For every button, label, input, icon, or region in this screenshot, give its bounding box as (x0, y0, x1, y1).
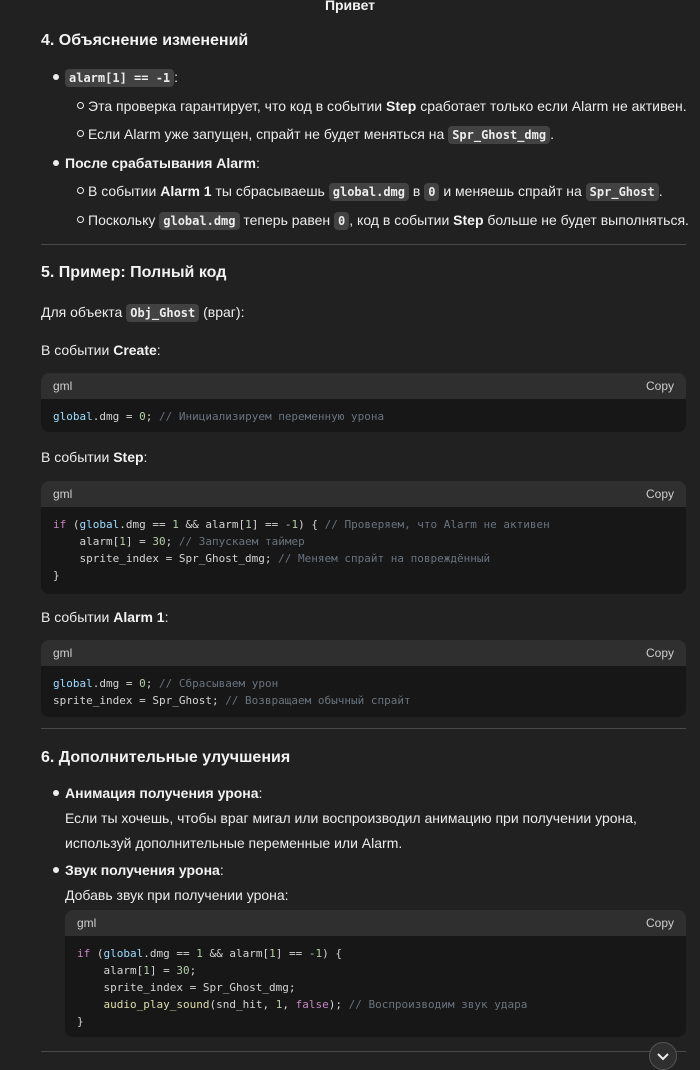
copy-button[interactable]: Copy (645, 487, 674, 501)
copy-button[interactable]: Copy (645, 646, 674, 660)
code-block (41, 640, 686, 717)
sub-bullet (77, 130, 84, 137)
divider (41, 1051, 686, 1052)
code-block-header (41, 640, 686, 666)
code-block-header (41, 481, 686, 507)
code-content: if (global.dmg == 1 && alarm[1] == -1) { alarm[1] = 30; sprite_index = Spr_Ghost_dmg; audio_play_sound(snd_hit, 1, false); // Воспроизводим звук удара } (77, 947, 528, 1028)
code-content: global.dmg = 0; // Сбрасываем урон sprite_index = Spr_Ghost; // Возвращаем обычный спрайт (53, 677, 411, 707)
list-item: Если Alarm уже запущен, спрайт не будет меняться на Spr_Ghost_dmg . (88, 126, 554, 142)
list-item: Звук получения урона: (65, 862, 224, 878)
inline-code: 0 (424, 183, 439, 201)
list-item: В событии Alarm 1 ты сбрасываешь global.dmg в 0 и меняешь спрайт на Spr_Ghost . (88, 183, 663, 199)
scroll-down-button[interactable] (649, 1042, 677, 1070)
paragraph: В событии Create: (41, 342, 161, 358)
list-item: Анимация получения урона: (65, 785, 263, 801)
divider (41, 728, 686, 729)
inline-code: Obj_Ghost (126, 304, 199, 322)
list-item: Эта проверка гарантирует, что код в событии Step сработает только если Alarm не активен. (88, 98, 687, 114)
code-block (41, 481, 686, 594)
list-item: Поскольку global.dmg теперь равен 0 , код в событии Step больше не будет выполняться. (88, 212, 689, 228)
paragraph: Добавь звук при получении урона: (65, 887, 289, 903)
chevron-down-icon (657, 1048, 669, 1064)
paragraph: Если ты хочешь, чтобы враг мигал или воспроизводил анимацию при получении урона, (65, 810, 637, 826)
paragraph: В событии Alarm 1: (41, 609, 169, 625)
code-block (65, 910, 686, 1037)
inline-code: global.dmg (329, 183, 409, 201)
bullet (53, 867, 59, 873)
code-language-label: gml (53, 646, 73, 660)
code-language-label: gml (53, 379, 73, 393)
conversation-title: Привет (324, 0, 376, 13)
code-language-label: gml (53, 487, 73, 501)
divider (41, 244, 686, 245)
sub-bullet (77, 102, 84, 109)
code-block-header (41, 373, 686, 399)
section-4-heading: 4. Объяснение изменений (41, 32, 249, 49)
inline-code: Spr_Ghost_dmg (448, 126, 550, 144)
code-content: global.dmg = 0; // Инициализируем переменную урона (53, 410, 385, 423)
section-6-heading: 6. Дополнительные улучшения (41, 749, 291, 766)
sub-bullet (77, 187, 84, 194)
bullet (53, 790, 59, 796)
code-block (41, 373, 686, 432)
list-item: alarm[1] == -1 : (65, 67, 178, 88)
inline-code: alarm[1] == -1 (65, 69, 174, 87)
paragraph: В событии Step: (41, 449, 148, 465)
inline-code: 0 (334, 212, 349, 230)
paragraph: Для объекта Obj_Ghost (враг): (41, 304, 245, 320)
copy-button[interactable]: Copy (645, 379, 674, 393)
inline-code: global.dmg (159, 212, 239, 230)
code-language-label: gml (77, 916, 97, 930)
paragraph: используй дополнительные переменные или Alarm. (65, 835, 403, 851)
bullet (53, 160, 59, 166)
conversation-title-bar (0, 0, 700, 14)
sub-bullet (77, 216, 84, 223)
inline-code: Spr_Ghost (586, 183, 659, 201)
code-content: if (global.dmg == 1 && alarm[1] == -1) { // Проверяем, что Alarm не активен alarm[1] = 30; // Запускаем таймер sprite_index = Spr_Ghost_dmg; // Меняем спрайт на повреждённый } (53, 518, 550, 582)
list-item: После срабатывания Alarm: (65, 155, 260, 171)
copy-button[interactable]: Copy (645, 916, 674, 930)
bullet (53, 74, 59, 80)
code-block-header (65, 910, 686, 936)
section-5-heading: 5. Пример: Полный код (41, 264, 227, 281)
